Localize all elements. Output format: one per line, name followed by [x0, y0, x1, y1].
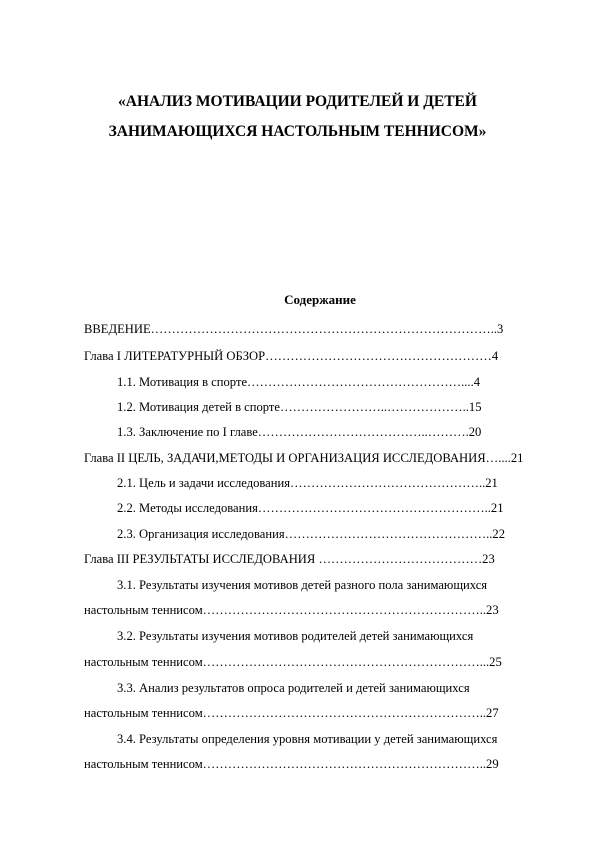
toc-entry-3-4-cont: настольным теннисом…………………………………………………………..29: [84, 757, 499, 771]
toc-entry-1-3: 1.3. Заключение по I главе…………………………………..……….20: [117, 425, 482, 439]
document-title-line-1: «АНАЛИЗ МОТИВАЦИИ РОДИТЕЛЕЙ И ДЕТЕЙ: [118, 93, 477, 110]
toc-heading: Содержание: [284, 292, 356, 307]
toc-entry-1-1: 1.1. Мотивация в спорте……………………………………………....4: [117, 375, 481, 389]
toc-entry-3-2: 3.2. Результаты изучения мотивов родителей детей занимающихся: [117, 629, 474, 643]
toc-entry-chapter-2: Глава II ЦЕЛЬ, ЗАДАЧИ,МЕТОДЫ И ОРГАНИЗАЦИЯ ИССЛЕДОВАНИЯ…....21: [84, 451, 524, 465]
toc-entry-chapter-3: Глава III РЕЗУЛЬТАТЫ ИССЛЕДОВАНИЯ …………………………………23: [84, 552, 495, 566]
toc-entry-2-1: 2.1. Цель и задачи исследования………………………………………..21: [117, 476, 498, 490]
toc-entry-3-2-cont: настольным теннисом…………………………………………………………...25: [84, 655, 502, 669]
toc-entry-3-1: 3.1. Результаты изучения мотивов детей разного пола занимающихся: [117, 578, 488, 592]
toc-entry-3-4: 3.4. Результаты определения уровня мотивации у детей занимающихся: [117, 732, 498, 746]
toc-entry-2-3: 2.3. Организация исследования…………………………………………..22: [117, 527, 506, 541]
toc-entry-3-3: 3.3. Анализ результатов опроса родителей и детей занимающихся: [117, 681, 470, 695]
toc-entry-3-3-cont: настольным теннисом…………………………………………………………..27: [84, 706, 499, 720]
document-title-line-2: ЗАНИМАЮЩИХСЯ НАСТОЛЬНЫМ ТЕННИСОМ»: [108, 123, 487, 140]
toc-entry-3-1-cont: настольным теннисом…………………………………………………………..23: [84, 603, 499, 617]
toc-entry-1-2: 1.2. Мотивация детей в спорте……………………..………………..15: [117, 400, 482, 414]
toc-entry-introduction: ВВЕДЕНИЕ………………………………………………………………………..3: [84, 322, 504, 336]
toc-entry-chapter-1: Глава I ЛИТЕРАТУРНЫЙ ОБЗОР………………………………………………4: [84, 349, 499, 363]
toc-entry-2-2: 2.2. Методы исследования………………………………………………..21: [117, 501, 504, 515]
